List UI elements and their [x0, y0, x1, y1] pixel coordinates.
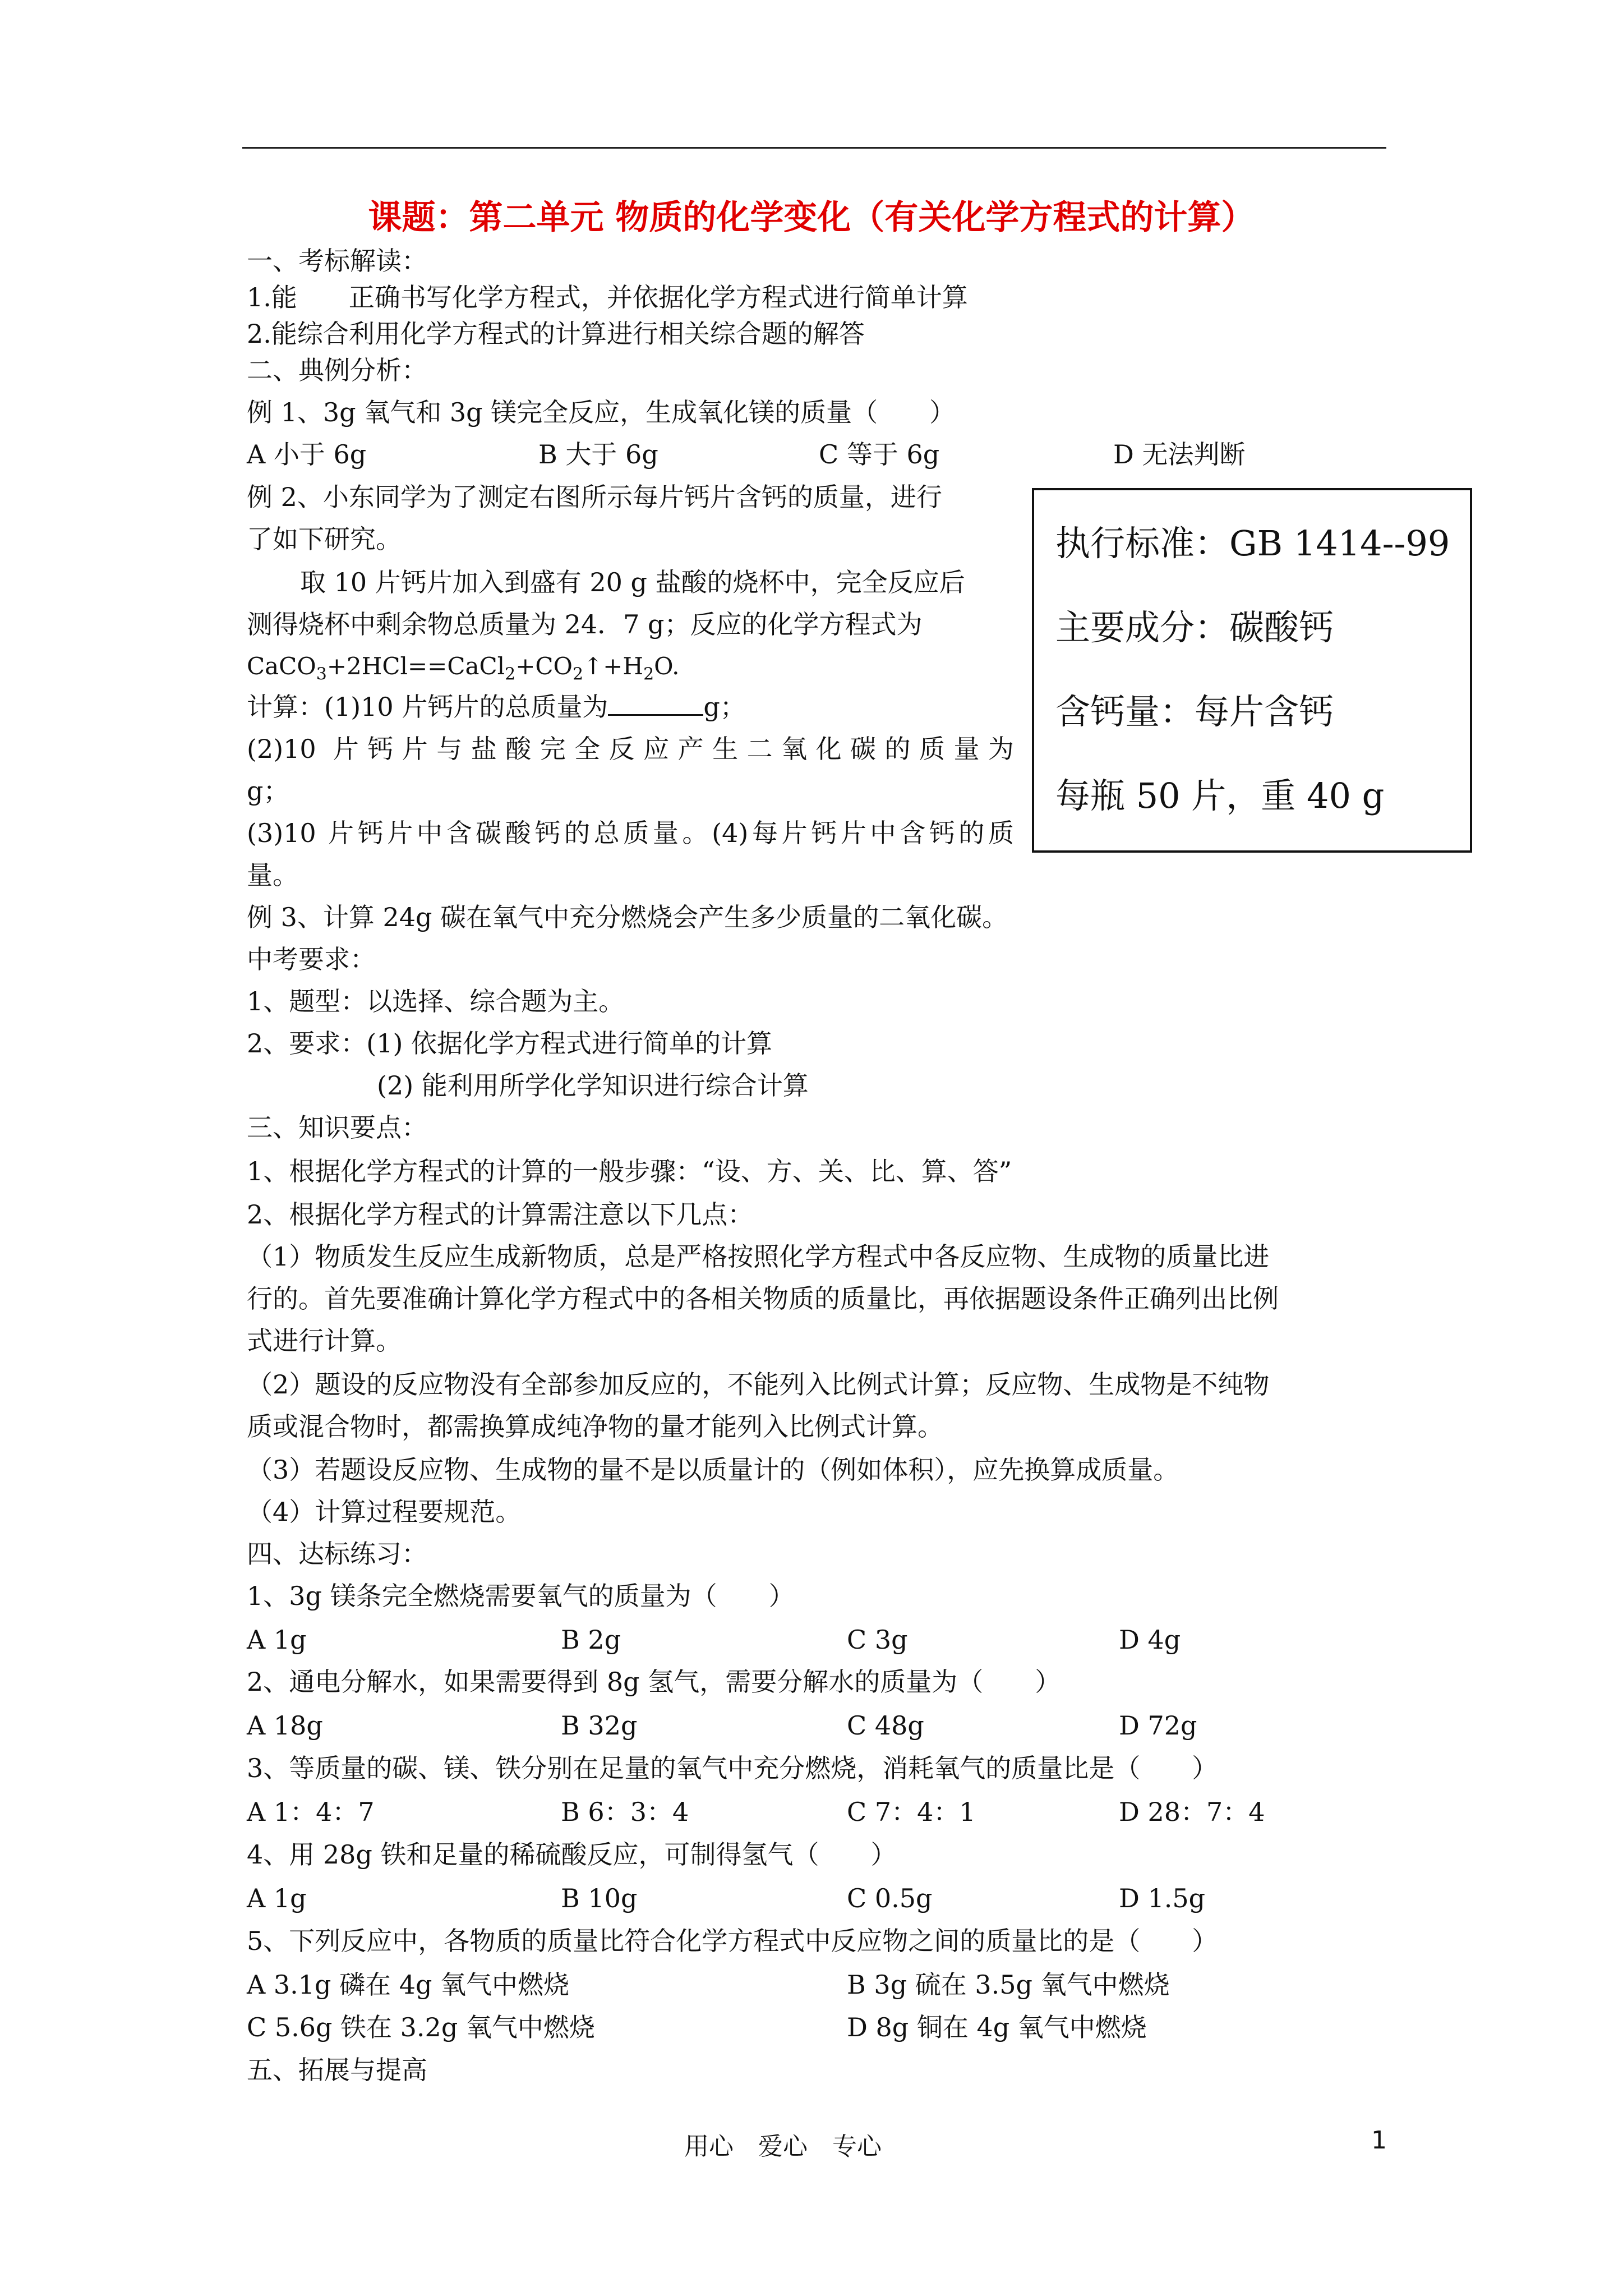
section-heading: 二、典例分析：: [247, 355, 427, 385]
label-line: 主要成分：碳酸钙: [1055, 607, 1334, 648]
question: 5、下列反应中，各物质的质量比符合化学方程式中反应物之间的质量比的是（ ）: [247, 1926, 1218, 1956]
option: C 等于 6g: [819, 439, 940, 470]
option: D 4g: [1119, 1625, 1181, 1655]
paragraph: 取 10 片钙片加入到盛有 20 g 盐酸的烧杯中，完全反应后: [300, 567, 965, 597]
option: B 大于 6g: [538, 439, 658, 470]
option: A 18g: [247, 1710, 323, 1741]
option: B 32g: [561, 1710, 638, 1741]
question: 1、3g 镁条完全燃烧需要氧气的质量为（ ）: [247, 1581, 795, 1611]
label-line: 执行标准：GB 1414--99: [1055, 523, 1450, 564]
calcium-tablet-label: [1032, 488, 1472, 853]
page-title: 课题：第二单元 物质的化学变化（有关化学方程式的计算）: [368, 198, 1255, 237]
paragraph: 1、题型：以选择、综合题为主。: [247, 986, 625, 1016]
footer-motto: 用心 爱心 专心: [684, 2132, 882, 2161]
section-heading: 五、拓展与提高: [247, 2055, 427, 2085]
question: (3)10 片钙片中含碳酸钙的总质量。(4)每片钙片中含钙的质: [247, 818, 1014, 848]
label-line: 含钙量：每片含钙: [1055, 691, 1334, 732]
paragraph: （4）计算过程要规范。: [247, 1497, 522, 1527]
option: D 72g: [1119, 1710, 1197, 1741]
option: D 1.5g: [1119, 1883, 1206, 1913]
option: A 1g: [247, 1625, 307, 1655]
paragraph: (2) 能利用所学化学知识进行综合计算: [377, 1070, 809, 1101]
section-heading: 三、知识要点：: [247, 1112, 427, 1143]
option: A 小于 6g: [247, 439, 367, 470]
label-line: 每瓶 50 片，重 40 g: [1055, 775, 1385, 816]
question: 4、用 28g 铁和足量的稀硫酸反应，可制得氢气（ ）: [247, 1839, 897, 1870]
question: 3、等质量的碳、镁、铁分别在足量的氧气中充分燃烧，消耗氧气的质量比是（ ）: [247, 1753, 1218, 1783]
option: C 3g: [847, 1625, 908, 1655]
question: 例 1、3g 氧气和 3g 镁完全反应，生成氧化镁的质量（ ）: [247, 397, 956, 427]
option: B 6：3：4: [561, 1797, 689, 1827]
paragraph: 测得烧杯中剩余物总质量为 24．7 g；反应的化学方程式为: [247, 609, 923, 639]
paragraph: 行的。首先要准确计算化学方程式中的各相关物质的质量比，再依据题设条件正确列出比例: [247, 1283, 1279, 1314]
question: 计算：(1)10 片钙片的总质量为 g；: [247, 692, 746, 722]
paragraph: 2.能综合利用化学方程式的计算进行相关综合题的解答: [247, 319, 865, 349]
paragraph: 量。: [247, 860, 298, 890]
header-rule: [242, 147, 1386, 149]
paragraph: （2）题设的反应物没有全部参加反应的，不能列入比例式计算；反应物、生成物是不纯物: [247, 1369, 1270, 1400]
question: 例 3、计算 24g 碳在氧气中充分燃烧会产生多少质量的二氧化碳。: [247, 902, 1008, 932]
page-number: 1: [1371, 2126, 1387, 2155]
paragraph: （1）物质发生反应生成新物质，总是严格按照化学方程式中各反应物、生成物的质量比进: [247, 1241, 1270, 1272]
paragraph: 1.能 正确书写化学方程式，并依据化学方程式进行简单计算: [247, 282, 968, 312]
paragraph: g；: [247, 776, 289, 806]
option: C 48g: [847, 1710, 924, 1741]
question: (2)10 片钙片与盐酸完全反应产生二氧化碳的质量为: [247, 734, 1014, 764]
paragraph: （3）若题设反应物、生成物的量不是以质量计的（例如体积），应先换算成质量。: [247, 1455, 1179, 1485]
option: D 8g 铜在 4g 氧气中燃烧: [847, 2012, 1147, 2042]
option: A 3.1g 磷在 4g 氧气中燃烧: [247, 1970, 570, 2000]
option: C 0.5g: [847, 1883, 933, 1913]
question: 例 2、小东同学为了测定右图所示每片钙片含钙的质量，进行: [247, 482, 942, 512]
option: C 7：4：1: [847, 1797, 976, 1827]
paragraph: 1、根据化学方程式的计算的一般步骤：“设、方、关、比、算、答”: [247, 1156, 1012, 1186]
question: 2、通电分解水，如果需要得到 8g 氢气，需要分解水的质量为（ ）: [247, 1667, 1061, 1697]
option: A 1g: [247, 1883, 307, 1913]
paragraph: 2、根据化学方程式的计算需注意以下几点：: [247, 1199, 754, 1230]
paragraph: 了如下研究。: [247, 524, 402, 554]
option: B 2g: [561, 1625, 621, 1655]
answer-blank[interactable]: [608, 692, 703, 716]
paragraph: 2、要求：(1) 依据化学方程式进行简单的计算: [247, 1028, 773, 1059]
section-heading: 中考要求：: [247, 944, 376, 974]
paragraph: 质或混合物时，都需换算成纯净物的量才能列入比例式计算。: [247, 1411, 943, 1442]
section-heading: 一、考标解读：: [247, 246, 427, 276]
paragraph: 式进行计算。: [247, 1326, 402, 1356]
chemical-equation: $CaCO_3+2HCl==CaCl_2+CO_2↑+H_2O$.: [247, 652, 680, 684]
section-heading: 四、达标练习：: [247, 1539, 427, 1569]
option: C 5.6g 铁在 3.2g 氧气中燃烧: [247, 2012, 595, 2042]
option: D 无法判断: [1113, 439, 1246, 470]
option: A 1：4：7: [247, 1797, 375, 1827]
option: D 28：7：4: [1119, 1797, 1265, 1827]
option: B 10g: [561, 1883, 638, 1913]
option: B 3g 硫在 3.5g 氧气中燃烧: [847, 1970, 1170, 2000]
